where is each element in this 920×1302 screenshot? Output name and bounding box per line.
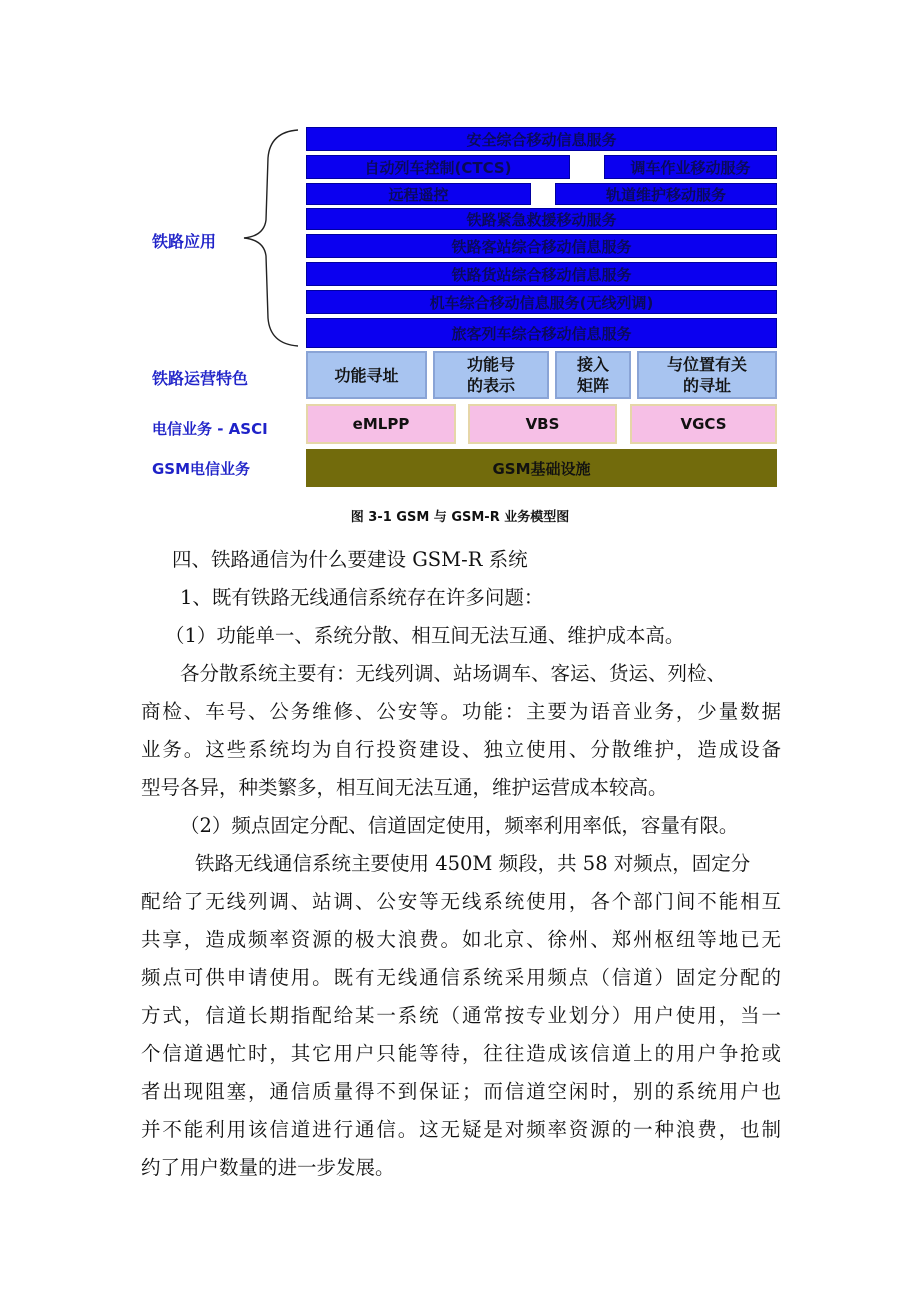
label-telecom-asci: 电信业务 - ASCI bbox=[152, 420, 268, 438]
box-location-addressing: 与位置有关 的寻址 bbox=[637, 351, 777, 399]
bar-passenger-station: 铁路客站综合移动信息服务 bbox=[306, 234, 777, 258]
bar-ctcs: 自动列车控制(CTCS) bbox=[306, 155, 570, 179]
paragraph-line: 型号各异，种类繁多，相互间无法互通，维护运营成本较高。 bbox=[141, 776, 668, 799]
box-vgcs: VGCS bbox=[630, 404, 777, 444]
paragraph-line: 铁路无线通信系统主要使用 450M 频段，共 58 对频点，固定分 bbox=[195, 852, 751, 875]
bar-gsm-infrastructure: GSM基础设施 bbox=[306, 449, 777, 487]
bar-safety-info-service: 安全综合移动信息服务 bbox=[306, 127, 777, 151]
bar-emergency-rescue: 铁路紧急救援移动服务 bbox=[306, 208, 777, 230]
box-emlpp: eMLPP bbox=[306, 404, 456, 444]
bar-shunting-service: 调车作业移动服务 bbox=[604, 155, 777, 179]
paragraph-line: 共享，造成频率资源的极大浪费。如北京、徐州、郑州枢纽等地已无 bbox=[141, 928, 781, 951]
paragraph-line: 个信道遇忙时，其它用户只能等待，往往造成该信道上的用户争抢或 bbox=[141, 1042, 781, 1065]
paragraph-line: 方式，信道长期指配给某一系统（通常按专业划分）用户使用，当一 bbox=[141, 1004, 781, 1027]
bar-passenger-train: 旅客列车综合移动信息服务 bbox=[306, 318, 777, 348]
point-1: （1）功能单一、系统分散、相互间无法互通、维护成本高。 bbox=[165, 624, 685, 647]
label-railway-operations: 铁路运营特色 bbox=[152, 369, 249, 388]
section-heading: 四、铁路通信为什么要建设 GSM-R 系统 bbox=[172, 548, 528, 571]
figure-caption: 图 3-1 GSM 与 GSM-R 业务模型图 bbox=[350, 510, 570, 525]
subsection-heading: 1、既有铁路无线通信系统存在许多问题： bbox=[180, 586, 544, 609]
box-functional-addressing: 功能寻址 bbox=[306, 351, 427, 399]
curly-brace-icon bbox=[230, 128, 300, 348]
paragraph-line: 各分散系统主要有：无线列调、站场调车、客运、货运、列检、 bbox=[180, 662, 727, 685]
paragraph-line: 频点可供申请使用。既有无线通信系统采用频点（信道）固定分配的 bbox=[141, 966, 781, 989]
paragraph-line: 约了用户数量的进一步发展。 bbox=[141, 1156, 395, 1179]
paragraph-line: 业务。这些系统均为自行投资建设、独立使用、分散维护，造成设备 bbox=[141, 738, 781, 761]
box-access-matrix: 接入 矩阵 bbox=[555, 351, 631, 399]
bar-freight-station: 铁路货站综合移动信息服务 bbox=[306, 262, 777, 286]
bar-remote-control: 远程遥控 bbox=[306, 183, 531, 205]
bar-locomotive-service: 机车综合移动信息服务(无线列调) bbox=[306, 290, 777, 314]
box-functional-number: 功能号 的表示 bbox=[433, 351, 549, 399]
paragraph-line: 并不能利用该信道进行通信。这无疑是对频率资源的一种浪费，也制 bbox=[141, 1118, 781, 1141]
label-railway-applications: 铁路应用 bbox=[152, 232, 217, 251]
paragraph-line: 者出现阻塞，通信质量得不到保证；而信道空闲时，别的系统用户也 bbox=[141, 1080, 781, 1103]
paragraph-line: 商检、车号、公务维修、公安等。功能：主要为语音业务，少量数据 bbox=[141, 700, 781, 723]
bar-track-maintenance: 轨道维护移动服务 bbox=[555, 183, 777, 205]
label-gsm-telecom: GSM电信业务 bbox=[152, 460, 251, 478]
box-vbs: VBS bbox=[468, 404, 617, 444]
gsm-r-service-model-diagram bbox=[0, 0, 920, 500]
paragraph-line: 配给了无线列调、站调、公安等无线系统使用，各个部门间不能相互 bbox=[141, 890, 781, 913]
point-2: （2）频点固定分配、信道固定使用，频率利用率低，容量有限。 bbox=[180, 814, 739, 837]
